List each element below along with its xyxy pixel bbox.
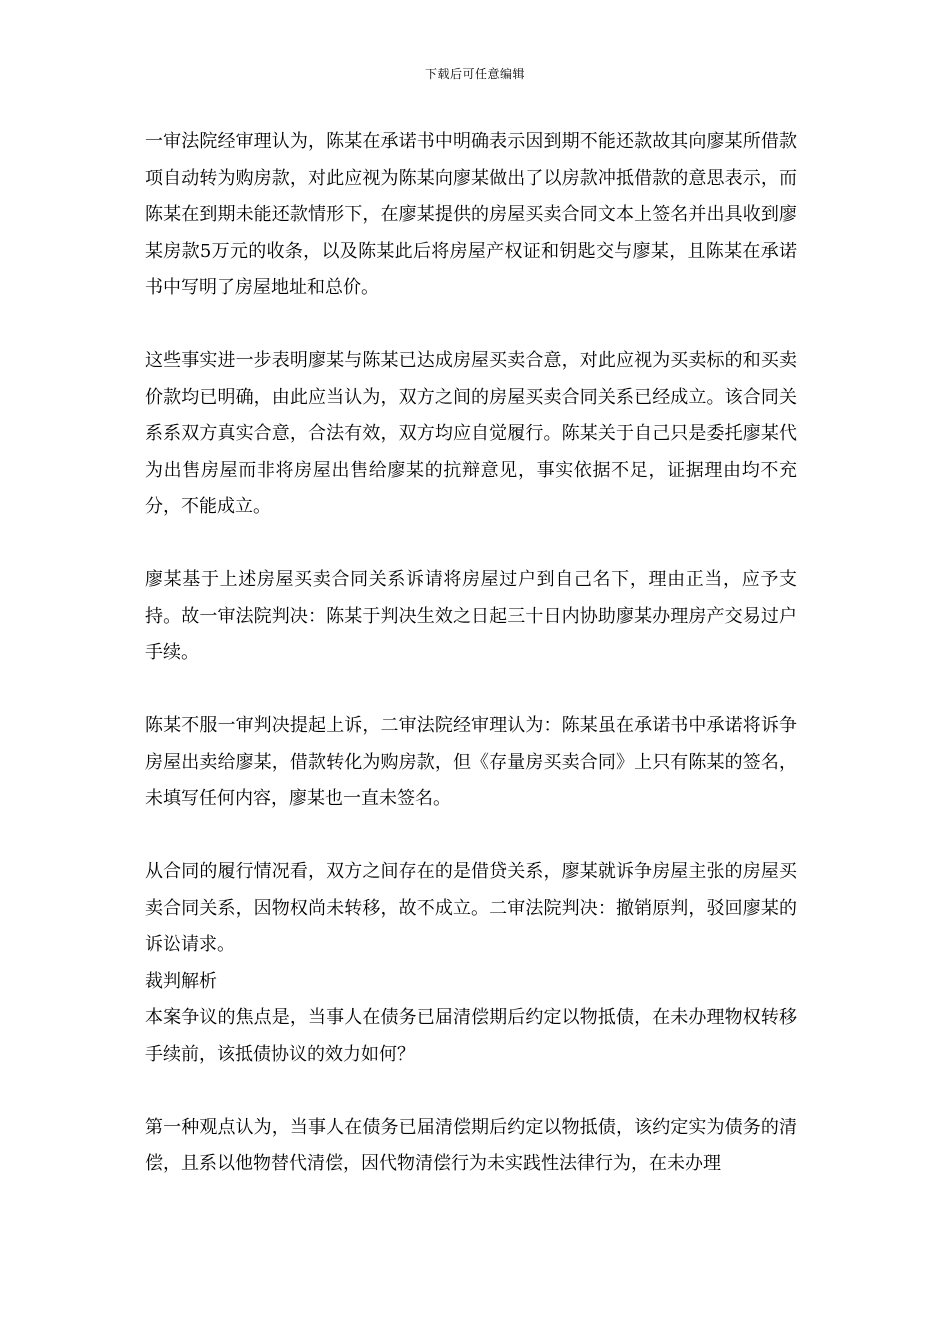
paragraph-first-instance-reasoning: 一审法院经审理认为，陈某在承诺书中明确表示因到期不能还款故其向廖某所借款项自动转为购房款，对此应视为陈某向廖某做出了以房款冲抵借款的意思表示，而陈某在到期未能还款情形下，在廖某提供的房屋买卖合同文本上签名并出具收到廖某房款5万元的收条，以及陈某此后将房屋产权证和钥匙交与廖某，且陈某在承诺书中写明了房屋地址和总价。 xyxy=(145,131,797,298)
paragraph-first-view: 第一种观点认为，当事人在债务已届清偿期后约定以物抵债，该约定实为债务的清偿，且系以他物替代清偿，因代物清偿行为未实践性法律行为，在未办理 xyxy=(145,1116,797,1174)
paragraph-dispute-focus: 本案争议的焦点是，当事人在债务已届清偿期后约定以物抵债，在未办理物权转移手续前，该抵债协议的效力如何？ xyxy=(145,1007,797,1065)
paragraph-second-instance-judgment: 从合同的履行情况看，双方之间存在的是借贷关系，廖某就诉争房屋主张的房屋买卖合同关系，因物权尚未转移，故不成立。二审法院判决：撤销原判，驳回廖某的诉讼请求。 xyxy=(145,861,797,955)
section-heading: 裁判解析 xyxy=(145,970,217,992)
paragraph-appeal-reasoning: 陈某不服一审判决提起上诉，二审法院经审理认为：陈某虽在承诺书中承诺将诉争房屋出卖给廖某，借款转化为购房款，但《存量房买卖合同》上只有陈某的签名，未填写任何内容，廖某也一直未签名。 xyxy=(145,715,797,809)
paragraph-contract-established: 这些事实进一步表明廖某与陈某已达成房屋买卖合意，对此应视为买卖标的和买卖价款均已明确，由此应当认为，双方之间的房屋买卖合同关系已经成立。该合同关系系双方真实合意，合法有效，双方均应自觉履行。陈某关于自己只是委托廖某代为出售房屋而非将房屋出售给廖某的抗辩意见，事实依据不足，证据理由均不充分，不能成立。 xyxy=(145,350,797,517)
paragraph-first-instance-judgment: 廖某基于上述房屋买卖合同关系诉请将房屋过户到自己名下，理由正当，应予支持。故一审法院判决：陈某于判决生效之日起三十日内协助廖某办理房产交易过户手续。 xyxy=(145,569,797,663)
document-body xyxy=(145,124,797,1183)
page-header: 下载后可任意编辑 xyxy=(424,67,525,81)
